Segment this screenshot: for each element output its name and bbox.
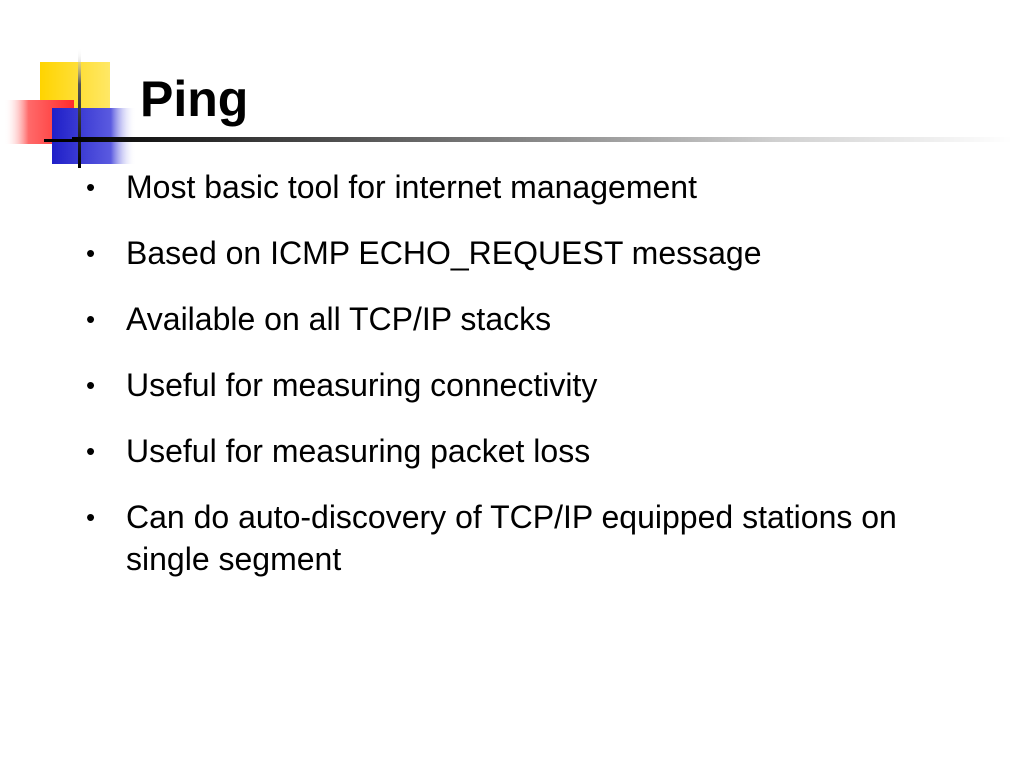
slide-title: Ping: [140, 71, 249, 127]
list-item: [86, 298, 986, 340]
bullet-text: Can do auto-discovery of TCP/IP equipped stations on single segment: [126, 499, 897, 577]
list-item: [86, 166, 986, 208]
list-item: [86, 496, 986, 580]
bullet-text: Based on ICMP ECHO_REQUEST message: [126, 235, 762, 271]
bullet-list: [86, 166, 986, 604]
bullet-icon: •: [86, 238, 96, 268]
title-divider: [72, 137, 1012, 142]
bullet-text: Useful for measuring connectivity: [126, 367, 598, 403]
template-logo-icon: [0, 40, 140, 170]
list-item: [86, 430, 986, 472]
bullet-icon: •: [86, 172, 96, 202]
bullet-icon: •: [86, 502, 96, 532]
bullet-icon: •: [86, 304, 96, 334]
bullet-text: Most basic tool for internet management: [126, 169, 697, 205]
bullet-text: Available on all TCP/IP stacks: [126, 301, 552, 337]
list-item: [86, 364, 986, 406]
bullet-icon: •: [86, 436, 96, 466]
bullet-icon: •: [86, 370, 96, 400]
logo-blue-bar: [52, 108, 136, 164]
bullet-text: Useful for measuring packet loss: [126, 433, 591, 469]
list-item: [86, 232, 986, 274]
logo-vertical-line: [78, 48, 81, 168]
